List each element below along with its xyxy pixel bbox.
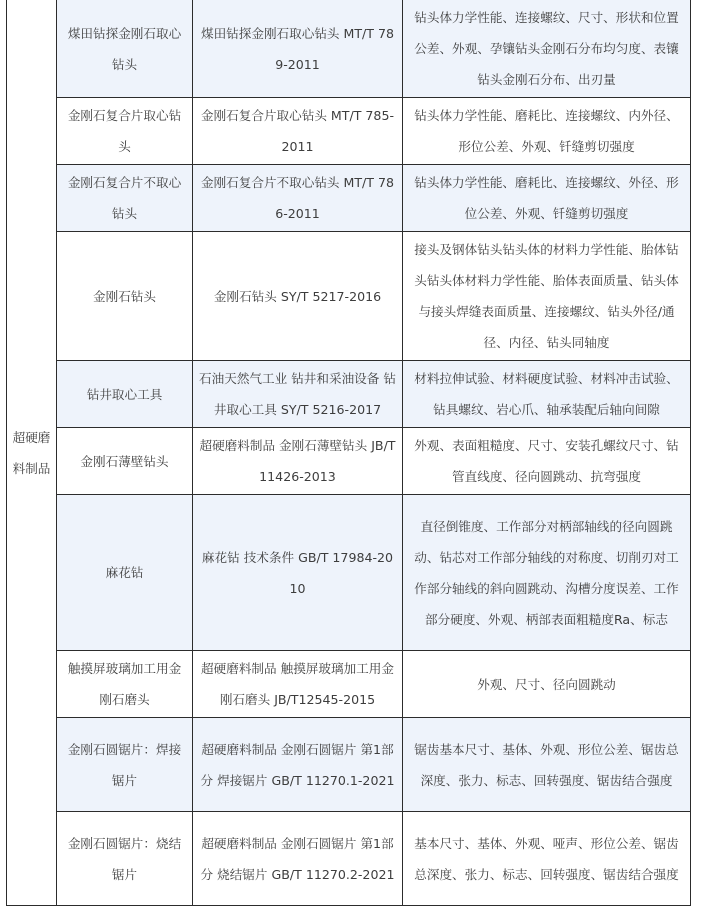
- test-items-cell: 外观、表面粗糙度、尺寸、安装孔螺纹尺寸、钻管直线度、径向圆跳动、抗弯强度: [403, 428, 691, 495]
- test-items-cell: 钻头体力学性能、磨耗比、连接螺纹、外径、形位公差、外观、钎缝剪切强度: [403, 165, 691, 232]
- product-cell: 煤田钻探金刚石取心钻头: [57, 0, 193, 98]
- standard-cell: 金刚石钻头 SY/T 5217-2016: [193, 232, 403, 361]
- standard-cell: 超硬磨料制品 触摸屏玻璃加工用金刚石磨头 JB/T12545-2015: [193, 651, 403, 718]
- table-row: [7, 232, 691, 361]
- product-cell: 金刚石钻头: [57, 232, 193, 361]
- category-cell: 超硬磨料制品: [7, 0, 57, 906]
- test-items-cell: 外观、尺寸、径向圆跳动: [403, 651, 691, 718]
- product-cell: 金刚石圆锯片：焊接锯片: [57, 718, 193, 812]
- test-items-cell: 直径倒锥度、工作部分对柄部轴线的径向圆跳动、钻芯对工作部分轴线的对称度、切削刃对工作部分轴线的斜向圆跳动、沟槽分度误差、工作部分硬度、外观、柄部表面粗糙度Ra、标志: [403, 495, 691, 651]
- table-row: [7, 98, 691, 165]
- product-cell: 触摸屏玻璃加工用金刚石磨头: [57, 651, 193, 718]
- table-row: [7, 361, 691, 428]
- standard-cell: 金刚石复合片不取心钻头 MT/T 786-2011: [193, 165, 403, 232]
- standards-table: [6, 0, 691, 906]
- product-cell: 金刚石复合片取心钻头: [57, 98, 193, 165]
- test-items-cell: 接头及钢体钻头钻头体的材料力学性能、胎体钻头钻头体材料力学性能、胎体表面质量、钻头体与接头焊缝表面质量、连接螺纹、钻头外径/通径、内径、钻头同轴度: [403, 232, 691, 361]
- standard-cell: 石油天然气工业 钻井和采油设备 钻井取心工具 SY/T 5216-2017: [193, 361, 403, 428]
- standard-cell: 超硬磨料制品 金刚石圆锯片 第1部分 烧结锯片 GB/T 11270.2-2021: [193, 812, 403, 906]
- table-row: [7, 0, 691, 98]
- standard-cell: 麻花钻 技术条件 GB/T 17984-2010: [193, 495, 403, 651]
- product-cell: 金刚石圆锯片：烧结锯片: [57, 812, 193, 906]
- table-row: [7, 428, 691, 495]
- standard-cell: 超硬磨料制品 金刚石薄壁钻头 JB/T 11426-2013: [193, 428, 403, 495]
- standard-cell: 超硬磨料制品 金刚石圆锯片 第1部分 焊接锯片 GB/T 11270.1-2021: [193, 718, 403, 812]
- standards-table-container: [6, 0, 690, 906]
- standard-cell: 煤田钻探金刚石取心钻头 MT/T 789-2011: [193, 0, 403, 98]
- table-row: [7, 651, 691, 718]
- test-items-cell: 锯齿基本尺寸、基体、外观、形位公差、锯齿总深度、张力、标志、回转强度、锯齿结合强度: [403, 718, 691, 812]
- table-row: [7, 812, 691, 906]
- product-cell: 麻花钻: [57, 495, 193, 651]
- product-cell: 钻井取心工具: [57, 361, 193, 428]
- test-items-cell: 材料拉伸试验、材料硬度试验、材料冲击试验、钻具螺纹、岩心爪、轴承装配后轴向间隙: [403, 361, 691, 428]
- test-items-cell: 钻头体力学性能、磨耗比、连接螺纹、内外径、形位公差、外观、钎缝剪切强度: [403, 98, 691, 165]
- product-cell: 金刚石复合片不取心钻头: [57, 165, 193, 232]
- test-items-cell: 基本尺寸、基体、外观、哑声、形位公差、锯齿总深度、张力、标志、回转强度、锯齿结合强度: [403, 812, 691, 906]
- standard-cell: 金刚石复合片取心钻头 MT/T 785-2011: [193, 98, 403, 165]
- test-items-cell: 钻头体力学性能、连接螺纹、尺寸、形状和位置公差、外观、孕镶钻头金刚石分布均匀度、表镶钻头金刚石分布、出刃量: [403, 0, 691, 98]
- table-row: [7, 718, 691, 812]
- product-cell: 金刚石薄壁钻头: [57, 428, 193, 495]
- table-row: [7, 165, 691, 232]
- table-row: [7, 495, 691, 651]
